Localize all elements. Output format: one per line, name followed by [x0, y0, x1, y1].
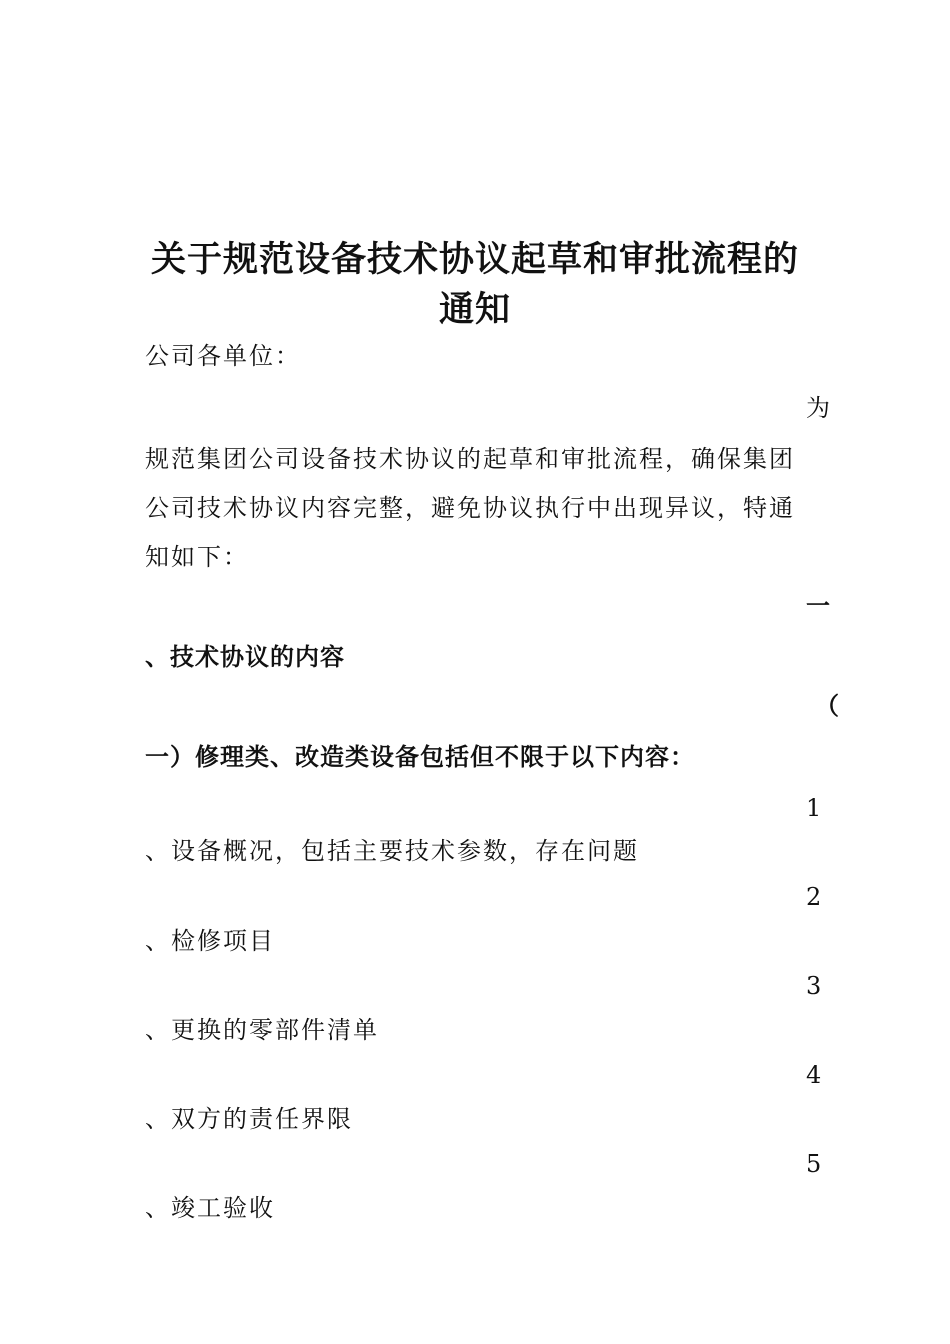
intro-line-1: 规范集团公司设备技术协议的起草和审批流程，确保集团	[145, 445, 795, 473]
item-4-number: 4	[806, 1061, 822, 1089]
item-4-text: 、双方的责任界限	[145, 1105, 353, 1133]
document-title-line-1: 关于规范设备技术协议起草和审批流程的	[150, 240, 799, 280]
salutation: 公司各单位：	[145, 342, 301, 370]
intro-line-3: 知如下：	[145, 543, 249, 571]
item-3-text: 、更换的零部件清单	[145, 1016, 379, 1044]
intro-marker: 为	[806, 394, 830, 422]
item-5-number: 5	[806, 1150, 822, 1178]
intro-line-2: 公司技术协议内容完整，避免协议执行中出现异议，特通	[145, 494, 795, 522]
document-title-line-2: 通知	[438, 290, 511, 330]
item-1-number: 1	[806, 794, 822, 822]
item-3-number: 3	[806, 972, 822, 1000]
item-1-text: 、设备概况，包括主要技术参数，存在问题	[145, 837, 639, 865]
section-1-marker: 一	[806, 592, 830, 620]
subsection-1-heading: 一）修理类、改造类设备包括但不限于以下内容：	[145, 743, 695, 771]
item-2-text: 、检修项目	[145, 927, 275, 955]
item-5-text: 、竣工验收	[145, 1194, 275, 1222]
item-2-number: 2	[806, 883, 822, 911]
section-1-heading: 、技术协议的内容	[145, 643, 345, 671]
subsection-1-marker: （	[815, 692, 839, 720]
